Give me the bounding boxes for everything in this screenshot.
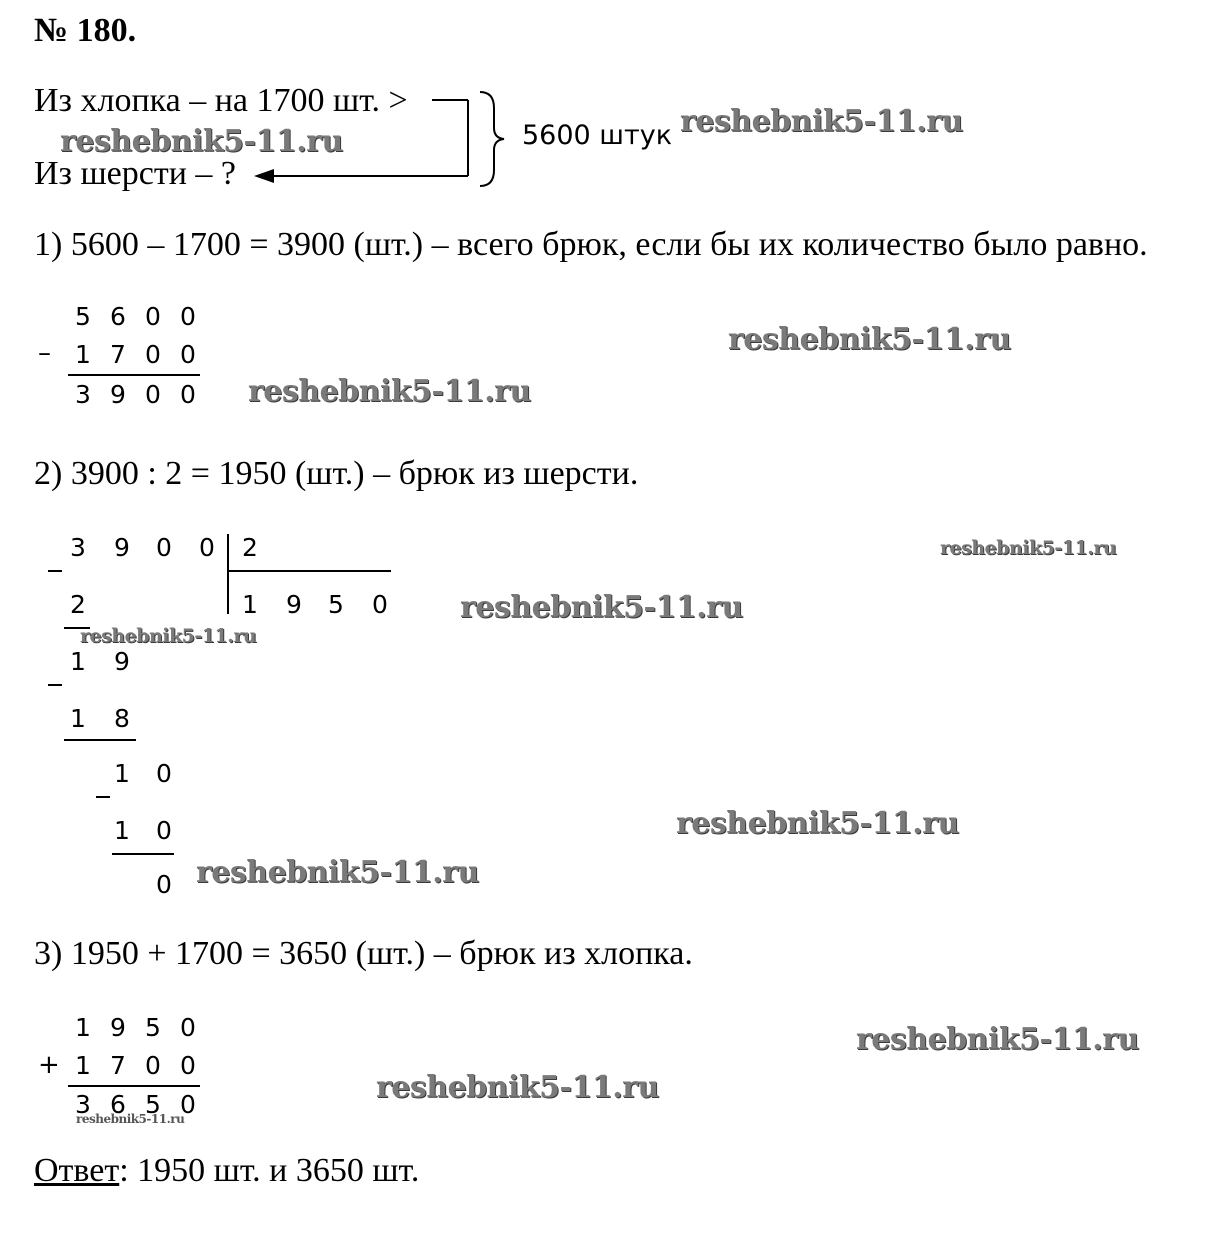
calc2-dividend-digit: 0 — [199, 533, 215, 562]
watermark: reshebnik5-11.ru — [376, 1070, 659, 1105]
calc1-result-digit: 0 — [145, 380, 161, 409]
calc1-result-digit: 3 — [75, 380, 91, 409]
calc2-subtrahend-digit: 1 — [114, 816, 130, 845]
calc3-top-digit: 1 — [75, 1013, 91, 1042]
calc1-bottom-digit: 1 — [75, 340, 91, 369]
calc2-quotient-digit: 0 — [372, 590, 388, 619]
watermark: reshebnik5-11.ru — [676, 806, 959, 841]
problem-title: № 180. — [34, 12, 137, 49]
calc3-line — [68, 1085, 200, 1087]
watermark: reshebnik5-11.ru — [728, 322, 1011, 357]
curly-brace — [480, 92, 504, 186]
calc2-final-remainder: 0 — [156, 870, 172, 899]
calc2-quotient-digit: 1 — [242, 590, 258, 619]
calc3-plus-sign: + — [38, 1050, 60, 1080]
calc2-quotient-digit: 5 — [328, 590, 344, 619]
watermark: reshebnik5-11.ru — [196, 855, 479, 890]
calc3-top-digit: 0 — [180, 1013, 196, 1042]
calc1-top-digit: 0 — [145, 302, 161, 331]
watermark: reshebnik5-11.ru — [60, 124, 343, 159]
calc3-result-digit: 0 — [180, 1090, 196, 1119]
calc3-result-digit: 3 — [75, 1090, 91, 1119]
calc2-minus-mark — [48, 684, 62, 686]
calc1-top-digit: 6 — [110, 302, 126, 331]
calc1-result-digit: 9 — [110, 380, 126, 409]
arrow-head — [254, 169, 274, 183]
calc2-line — [64, 739, 136, 741]
calc2-minus-mark — [48, 570, 62, 572]
calc1-bottom-digit: 0 — [180, 340, 196, 369]
calc2-dividend-digit: 0 — [156, 533, 172, 562]
calc3-bottom-digit: 7 — [110, 1051, 126, 1080]
calc2-subtrahend-digit: 2 — [70, 590, 86, 619]
calc2-remainder-digit: 1 — [70, 647, 86, 676]
step-3: 3) 1950 + 1700 = 3650 (шт.) – брюк из хлопка. — [34, 935, 693, 972]
calc2-quotient-digit: 9 — [286, 590, 302, 619]
watermark: reshebnik5-11.ru — [856, 1022, 1139, 1057]
calc2-dividend-digit: 3 — [70, 533, 86, 562]
condition-total: 5600 штук — [522, 120, 673, 151]
calc3-result-digit: 6 — [110, 1090, 126, 1119]
calc1-result-digit: 0 — [180, 380, 196, 409]
watermark: reshebnik5-11.ru — [460, 590, 743, 625]
calc3-top-digit: 5 — [145, 1013, 161, 1042]
answer-line — [34, 1152, 419, 1190]
step-1: 1) 5600 – 1700 = 3900 (шт.) – всего брюк, если бы их количество было равно. — [34, 226, 1148, 263]
calc2-remainder-digit: 9 — [114, 647, 130, 676]
calc3-bottom-digit: 1 — [75, 1051, 91, 1080]
calc2-divisor-bar — [227, 534, 229, 614]
calc2-dividend-digit: 9 — [114, 533, 130, 562]
calc2-minus-mark — [96, 796, 110, 798]
condition-cotton: Из хлопка – на 1700 шт. > — [34, 82, 408, 119]
calc3-top-digit: 9 — [110, 1013, 126, 1042]
answer-label: Ответ — [34, 1152, 120, 1189]
calc2-remainder-digit: 0 — [156, 759, 172, 788]
calc2-remainder-digit: 1 — [114, 759, 130, 788]
calc3-bottom-digit: 0 — [180, 1051, 196, 1080]
calc2-subtrahend-digit: 8 — [114, 704, 130, 733]
watermark: reshebnik5-11.ru — [80, 625, 257, 647]
calc2-quotient-line — [227, 570, 391, 572]
watermark: reshebnik5-11.ru — [76, 1112, 185, 1126]
calc3-bottom-digit: 0 — [145, 1051, 161, 1080]
calc2-subtrahend-digit: 0 — [156, 816, 172, 845]
calc1-minus-sign: – — [38, 338, 51, 368]
watermark: reshebnik5-11.ru — [248, 374, 531, 409]
calc2-line — [112, 853, 174, 855]
calc1-bottom-digit: 7 — [110, 340, 126, 369]
watermark: reshebnik5-11.ru — [940, 537, 1117, 559]
step-2: 2) 3900 : 2 = 1950 (шт.) – брюк из шерсти. — [34, 455, 639, 492]
calc1-top-digit: 5 — [75, 302, 91, 331]
answer-text: : 1950 шт. и 3650 шт. — [119, 1152, 420, 1189]
calc3-result-digit: 5 — [145, 1090, 161, 1119]
calc2-subtrahend-digit: 1 — [70, 704, 86, 733]
condition-wool: Из шерсти – ? — [34, 155, 236, 192]
calc1-top-digit: 0 — [180, 302, 196, 331]
watermark: reshebnik5-11.ru — [680, 104, 963, 139]
calc2-divisor: 2 — [242, 533, 258, 562]
calc1-bottom-digit: 0 — [145, 340, 161, 369]
calc1-line — [68, 374, 200, 376]
